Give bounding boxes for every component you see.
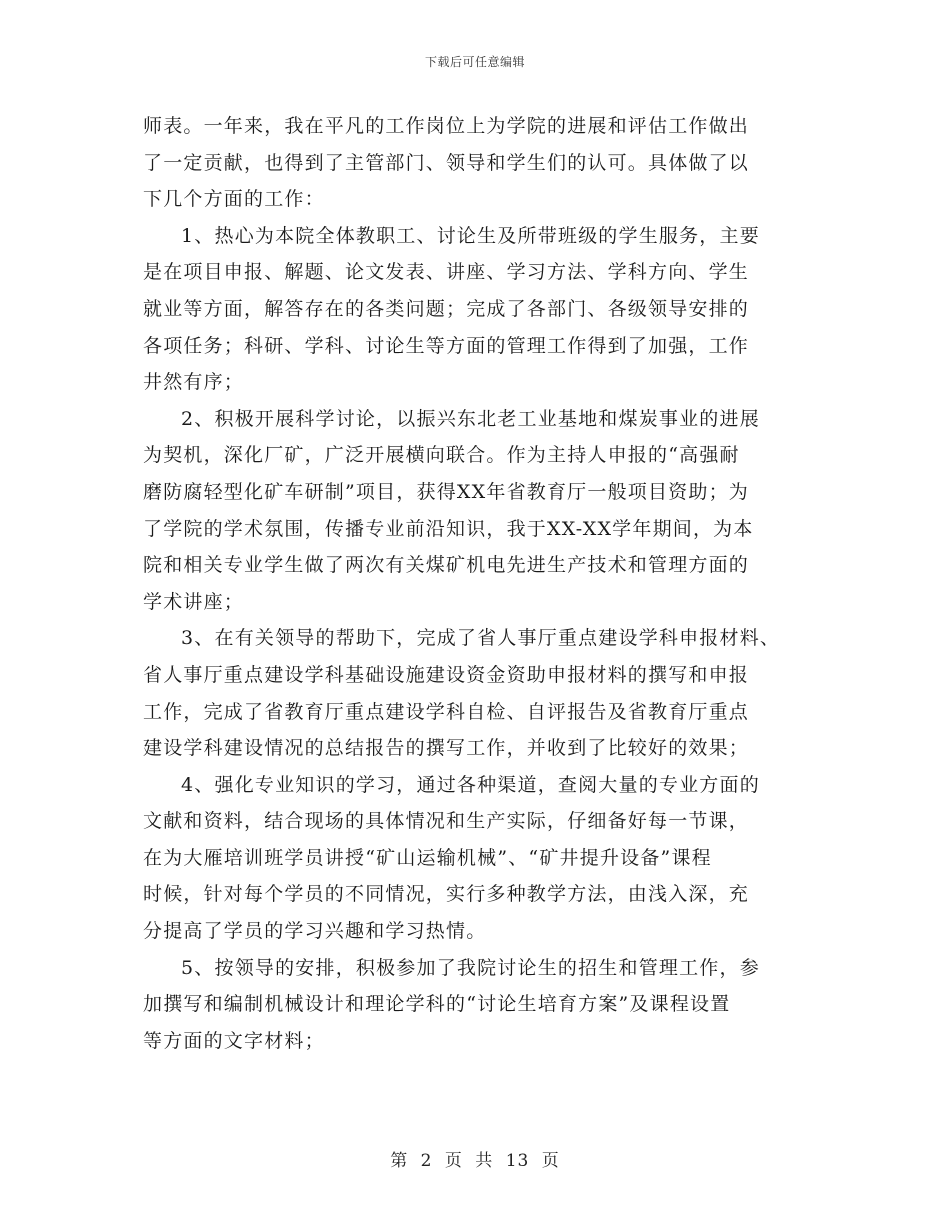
text-line: 3、在有关领导的帮助下，完成了省人事厅重点建设学科申报材料、 xyxy=(181,627,781,650)
text-line: 工作，完成了省教育厅重点建设学科自检、自评报告及省教育厅重点 xyxy=(143,700,750,723)
text-line: 省人事厅重点建设学科基础设施建设资金资助申报材料的撰写和申报 xyxy=(143,663,750,686)
text-line: 就业等方面，解答存在的各类问题；完成了各部门、各级领导安排的 xyxy=(143,297,750,320)
page-header: 下载后可任意编辑 xyxy=(424,55,525,69)
text-line: 4、强化专业知识的学习，通过各种渠道，查阅大量的专业方面的 xyxy=(181,773,760,796)
text-line: 学术讲座； xyxy=(143,590,245,613)
text-line: 磨防腐轻型化矿车研制”项目，获得XX年省教育厅一般项目资助；为 xyxy=(143,480,749,503)
text-line: 师表。一年来，我在平凡的工作岗位上为学院的进展和评估工作做出 xyxy=(143,115,750,137)
text-line: 等方面的文字材料； xyxy=(143,1029,325,1052)
text-line: 建设学科建设情况的总结报告的撰写工作，并收到了比较好的效果； xyxy=(143,737,750,760)
text-line: 分提高了学员的学习兴趣和学习热情。 xyxy=(143,920,487,943)
text-line: 5、按领导的安排，积极参加了我院讨论生的招生和管理工作，参 xyxy=(181,956,760,979)
text-line: 了一定贡献，也得到了主管部门、领导和学生们的认可。具体做了以 xyxy=(143,151,750,174)
body-text xyxy=(143,108,818,1059)
text-line: 院和相关专业学生做了两次有关煤矿机电先进生产技术和管理方面的 xyxy=(143,554,750,577)
text-line: 了学院的学术氛围，传播专业前沿知识，我于XX-XX学年期间，为本 xyxy=(143,517,754,540)
text-line: 文献和资料，结合现场的具体情况和生产实际，仔细备好每一节课， xyxy=(143,810,750,833)
text-line: 在为大雁培训班学员讲授“矿山运输机械”、“矿井提升设备”课程 xyxy=(143,846,712,869)
text-line: 为契机，深化厂矿，广泛开展横向联合。作为主持人申报的“高强耐 xyxy=(143,444,740,467)
text-line: 井然有序； xyxy=(143,371,245,394)
text-line: 下几个方面的工作： xyxy=(143,188,325,211)
page-footer: 第 2 页 共 13 页 xyxy=(390,1151,560,1171)
text-line: 2、积极开展科学讨论，以振兴东北老工业基地和煤炭事业的进展 xyxy=(181,407,760,430)
text-line: 各项任务；科研、学科、讨论生等方面的管理工作得到了加强，工作 xyxy=(143,334,750,357)
text-line: 是在项目申报、解题、论文发表、讲座、学习方法、学科方向、学生 xyxy=(143,261,750,284)
text-line: 1、热心为本院全体教职工、讨论生及所带班级的学生服务，主要 xyxy=(181,224,760,247)
text-line: 时候，针对每个学员的不同情况，实行多种教学方法，由浅入深，充 xyxy=(143,883,750,906)
text-line: 加撰写和编制机械设计和理论学科的“讨论生培育方案”及课程设置 xyxy=(143,993,731,1016)
